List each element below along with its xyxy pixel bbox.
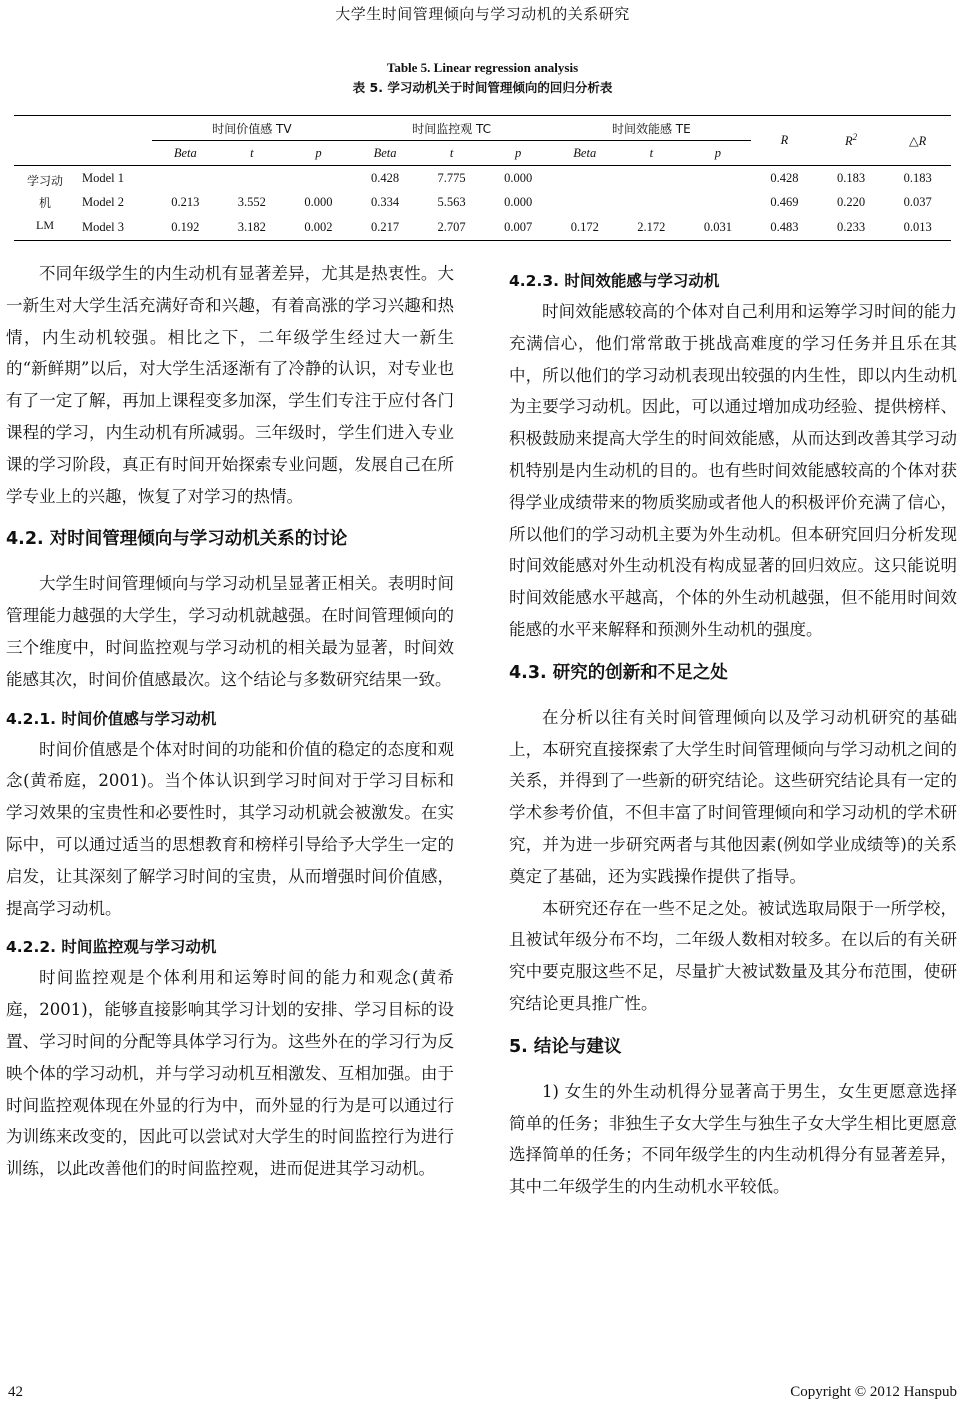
header-r: R (751, 116, 818, 166)
group-header-te: 时间效能感 TE (551, 116, 751, 141)
body-paragraph: 1) 女生的外生动机得分显著高于男生，女生更愿意选择简单的任务；非独生子女大学生与独生子女大学生相比更愿意选择简单的任务；不同年级学生的内生动机得分有显著差异，其中二年级学生的内生动机水平较低。 (509, 1081, 957, 1197)
subheader-p: p (714, 145, 722, 160)
table-cell: 0.037 (903, 195, 932, 210)
table-cell (618, 191, 685, 216)
group-header-tv: 时间价值感 TV (152, 116, 352, 141)
table-caption-en: Table 5. Linear regression analysis (386, 60, 579, 75)
table-cell: 0.002 (285, 215, 352, 240)
corner-cell-3 (14, 141, 76, 166)
section-heading-4-2: 4.2. 对时间管理倾向与学习动机关系的讨论 (6, 529, 348, 550)
subheader-t: t (449, 145, 454, 160)
corner-cell (14, 116, 76, 141)
row-group-label: 学习动 机 LM (14, 166, 76, 241)
table-cell: 0.183 (884, 166, 951, 191)
body-paragraph: 在分析以往有关时间管理倾向以及学习动机研究的基础上，本研究直接探索了大学生时间管理倾向与学习动机之间的关系，并得到了一些新的研究结论。这些研究结论具有一定的学术参考价值，不但丰富了时间管理倾向和学习动机的学术研究，并为进一步研究两者与其他因素(例如学业成绩等)的关系奠定了基础，还为实践操作提供了指导。 (509, 707, 957, 886)
model-label: Model 2 (82, 195, 125, 210)
subheader-beta: Beta (173, 145, 197, 160)
model-label: Model 3 (76, 215, 152, 240)
header-delta-r: △R (884, 116, 951, 166)
table-cell: 0.031 (685, 215, 752, 240)
table-row (14, 215, 951, 240)
table-cell (551, 166, 618, 191)
table-cell: 0.334 (370, 195, 400, 210)
table-cell: 0.007 (485, 215, 552, 240)
table-cell (152, 166, 219, 191)
table-cell (551, 191, 618, 216)
model-label: Model 1 (76, 166, 152, 191)
subheader-p: p (315, 145, 322, 160)
body-paragraph: 时间监控观是个体利用和运筹时间的能力和观念(黄希庭，2001)，能够直接影响其学习计划的安排、学习目标的设置、学习时间的分配等具体学习行为。这些外在的学习行为反映个体的学习动机，并与学习动机互相激发、互相加强。由于时间监控观体现在外显的行为中，而外显的行为是可以通过行为训练来改变的，因此可以尝试对大学生的时间监控行为进行训练，以此改善他们的时间监控观，进而促进其学习动机。 (6, 968, 454, 1179)
table-cell: 3.552 (237, 195, 266, 210)
table-cell (685, 191, 752, 216)
table-cell (285, 166, 352, 191)
body-paragraph: 时间价值感是个体对时间的功能和价值的稳定的态度和观念(黄希庭，2001)。当个体认识到学习时间对于学习目标和学习效果的宝贵性和必要性时，其学习动机就会被激发。在实际中，可以通过适当的思想教育和榜样引导给予大学生一定的启发，让其深刻了解学习时间的宝贵，从而增强时间价值感，提高学习动机。 (6, 739, 454, 918)
subsection-heading-4-2-3: 4.2.3. 时间效能感与学习动机 (509, 272, 720, 290)
body-paragraph: 时间效能感较高的个体对自己利用和运筹学习时间的能力充满信心，他们常常敢于挑战高难度的学习任务并且乐在其中，所以他们的学习动机表现出较强的内生性，即以内生动机为主要学习动机。因此，可以通过增加成功经验、提供榜样、积极鼓励来提高大学生的时间效能感，从而达到改善其学习动机特别是内生动机的目的。也有些时间效能感较高的个体对获得学业成绩带来的物质奖励或者他人的积极评价充满了信心，所以他们的学习动机主要为外生动机。但本研究回归分析发现时间效能感对外生动机没有构成显著的回归效应。这只能说明时间效能感水平越高，个体的外生动机越强，但不能用时间效能感的水平来解释和预测外生动机的强度。 (509, 302, 957, 639)
section-heading-5: 5. 结论与建议 (509, 1036, 622, 1057)
table-cell: 5.563 (437, 195, 466, 210)
table-cell (685, 166, 752, 191)
table-cell: 0.000 (304, 195, 333, 210)
table-cell: 0.183 (818, 166, 885, 191)
table-cell: 0.192 (152, 215, 219, 240)
table-cell: 0.172 (551, 215, 618, 240)
group-header-tc: 时间监控观 TC (352, 116, 552, 141)
table-caption-zh: 表 5. 学习动机关于时间管理倾向的回归分析表 (352, 80, 613, 95)
table-cell: 0.013 (884, 215, 951, 240)
corner-cell-4 (76, 141, 152, 166)
table-cell: 0.217 (352, 215, 419, 240)
table-cell: 0.000 (485, 166, 552, 191)
table-cell: 0.213 (171, 195, 200, 210)
table-row (14, 191, 951, 216)
table-cell: 7.775 (418, 166, 485, 191)
left-column (6, 258, 454, 1185)
body-paragraph: 不同年级学生的内生动机有显著差异，尤其是热衷性。大一新生对大学生活充满好奇和兴趣，有着高涨的学习兴趣和热情，内生动机较强。相比之下，二年级学生经过大一新生的“新鲜期”以后，对大学生活逐渐有了冷静的认识，对专业也有了一定了解，再加上课程变多加深，学生们专注于应付各门课程的学习，内生动机有所减弱。三年级时，学生们进入专业课的学习阶段，真正有时间开始探索专业问题，发展自己在所学专业上的兴趣，恢复了对学习的热情。 (6, 264, 454, 506)
running-head: 大学生时间管理倾向与学习动机的关系研究 (335, 5, 630, 23)
table-cell: 2.172 (618, 215, 685, 240)
table-cell: 2.707 (418, 215, 485, 240)
subheader-p: p (515, 145, 522, 160)
table-cell (618, 166, 685, 191)
table-cell: 0.220 (837, 195, 866, 210)
section-heading-4-3: 4.3. 研究的创新和不足之处 (509, 662, 728, 683)
page-number: 42 (8, 1384, 23, 1400)
table-cell: 0.483 (751, 215, 818, 240)
table-row (14, 166, 951, 191)
table-cell: 0.428 (352, 166, 419, 191)
table-cell: 0.428 (751, 166, 818, 191)
table-cell: 3.182 (219, 215, 286, 240)
body-paragraph: 大学生时间管理倾向与学习动机呈显著正相关。表明时间管理能力越强的大学生，学习动机就越强。在时间管理倾向的三个维度中，时间监控观与学习动机的相关最为显著，时间效能感其次，时间价值感最次。这个结论与多数研究结果一致。 (6, 574, 454, 689)
corner-cell-2 (76, 116, 152, 141)
subsection-heading-4-2-2: 4.2.2. 时间监控观与学习动机 (6, 938, 217, 957)
body-paragraph: 本研究还存在一些不足之处。被试选取局限于一所学校，且被试年级分布不均，二年级人数相对较多。在以后的有关研究中要克服这些不足，尽量扩大被试数量及其分布范围，使研究结论更具推广性。 (509, 898, 957, 1013)
table-cell: 0.469 (770, 195, 799, 210)
subheader-t: t (649, 145, 654, 160)
subheader-beta: Beta (373, 145, 397, 160)
table-cell (219, 166, 286, 191)
right-column (509, 258, 957, 1203)
regression-table (14, 115, 951, 241)
header-r2: $R^2$ (818, 116, 885, 166)
subheader-t: t (250, 145, 254, 160)
table-cell: 0.233 (818, 215, 885, 240)
subheader-beta: Beta (573, 145, 597, 160)
table-cell: 0.000 (504, 195, 533, 210)
subsection-heading-4-2-1: 4.2.1. 时间价值感与学习动机 (6, 709, 217, 728)
copyright-notice: Copyright © 2012 Hanspub (790, 1384, 957, 1400)
